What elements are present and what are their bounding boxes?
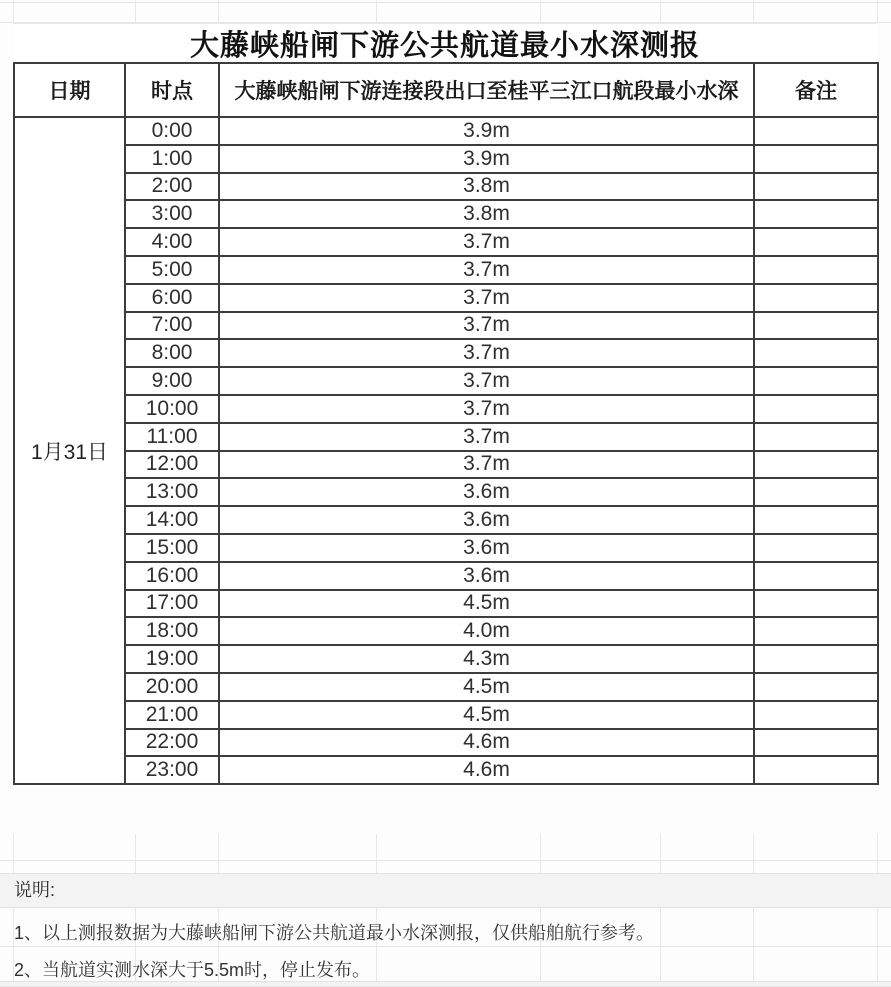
depth-cell: 3.6m: [219, 478, 754, 506]
depth-cell: 4.5m: [219, 590, 754, 618]
note-label-band: [0, 873, 891, 908]
time-cell: 6:00: [125, 284, 219, 312]
table-row: [14, 173, 878, 201]
header-time: 时点: [125, 63, 219, 117]
time-cell: 16:00: [125, 562, 219, 590]
table-row: [14, 339, 878, 367]
grid-vline: [376, 0, 377, 23]
time-cell: 20:00: [125, 673, 219, 701]
depth-cell: 3.8m: [219, 200, 754, 228]
remark-cell: [754, 145, 878, 173]
remark-cell: [754, 284, 878, 312]
time-cell: 13:00: [125, 478, 219, 506]
header-remark: 备注: [754, 63, 878, 117]
depth-cell: 4.0m: [219, 617, 754, 645]
depth-cell: 3.6m: [219, 562, 754, 590]
depth-cell: 4.5m: [219, 701, 754, 729]
time-cell: 7:00: [125, 312, 219, 340]
remark-cell: [754, 423, 878, 451]
depth-cell: 3.7m: [219, 256, 754, 284]
table-row: [14, 701, 878, 729]
table-row: [14, 534, 878, 562]
table-row: [14, 312, 878, 340]
remark-cell: [754, 173, 878, 201]
time-cell: 11:00: [125, 423, 219, 451]
note-line-2: 2、当航道实测水深大于5.5m时，停止发布。: [14, 960, 371, 980]
grid-vline: [660, 0, 661, 23]
table-row: [14, 284, 878, 312]
page-title: 大藤峡船闸下游公共航道最小水深测报: [189, 30, 700, 62]
table-row: [14, 673, 878, 701]
table-row: [14, 256, 878, 284]
remark-cell: [754, 729, 878, 757]
depth-cell: 3.7m: [219, 395, 754, 423]
table-row: [14, 617, 878, 645]
time-cell: 5:00: [125, 256, 219, 284]
time-cell: 8:00: [125, 339, 219, 367]
depth-cell: 3.7m: [219, 284, 754, 312]
remark-cell: [754, 117, 878, 145]
grid-vline: [13, 0, 14, 23]
depth-cell: 4.6m: [219, 729, 754, 757]
time-cell: 15:00: [125, 534, 219, 562]
table-row: [14, 478, 878, 506]
header-date: 日期: [14, 63, 125, 117]
grid-vline: [540, 0, 541, 23]
time-cell: 17:00: [125, 590, 219, 618]
time-cell: 9:00: [125, 367, 219, 395]
remark-cell: [754, 256, 878, 284]
depth-cell: 3.6m: [219, 534, 754, 562]
depth-cell: 3.7m: [219, 451, 754, 479]
depth-cell: 3.6m: [219, 506, 754, 534]
table-row: [14, 756, 878, 784]
remark-cell: [754, 756, 878, 784]
depth-cell: 3.7m: [219, 367, 754, 395]
depth-cell: 3.8m: [219, 173, 754, 201]
header-row: [14, 63, 878, 117]
grid-vline: [218, 0, 219, 23]
table-row: [14, 645, 878, 673]
time-cell: 22:00: [125, 729, 219, 757]
table-row: [14, 145, 878, 173]
depth-cell: 3.7m: [219, 312, 754, 340]
time-cell: 14:00: [125, 506, 219, 534]
table-row: [14, 423, 878, 451]
remark-cell: [754, 367, 878, 395]
depth-cell: 3.7m: [219, 228, 754, 256]
depth-cell: 3.9m: [219, 117, 754, 145]
remark-cell: [754, 200, 878, 228]
time-cell: 2:00: [125, 173, 219, 201]
depth-cell: 4.5m: [219, 673, 754, 701]
remark-cell: [754, 534, 878, 562]
time-cell: 3:00: [125, 200, 219, 228]
depth-cell: 3.7m: [219, 423, 754, 451]
table-row: [14, 395, 878, 423]
time-cell: 19:00: [125, 645, 219, 673]
time-cell: 0:00: [125, 117, 219, 145]
time-cell: 4:00: [125, 228, 219, 256]
remark-cell: [754, 451, 878, 479]
table-row: [14, 228, 878, 256]
remark-cell: [754, 673, 878, 701]
time-cell: 10:00: [125, 395, 219, 423]
remark-cell: [754, 701, 878, 729]
time-cell: 23:00: [125, 756, 219, 784]
remark-cell: [754, 562, 878, 590]
remark-cell: [754, 395, 878, 423]
depth-cell: 4.3m: [219, 645, 754, 673]
remark-cell: [754, 478, 878, 506]
remark-cell: [754, 228, 878, 256]
depth-cell: 4.6m: [219, 756, 754, 784]
date-cell: 1月31日: [14, 117, 125, 784]
header-depth: 大藤峡船闸下游连接段出口至桂平三江口航段最小水深: [219, 63, 754, 117]
table-row: [14, 117, 878, 145]
notes-label: 说明:: [14, 880, 56, 900]
table-row: [14, 200, 878, 228]
remark-cell: [754, 312, 878, 340]
note-line-1: 1、以上测报数据为大藤峡船闸下游公共航道最小水深测报，仅供船舶航行参考。: [14, 923, 655, 943]
time-cell: 12:00: [125, 451, 219, 479]
grid-vline: [135, 0, 136, 23]
grid-vline: [877, 0, 878, 23]
grid-hline: [0, 946, 891, 947]
grid-hline: [0, 860, 891, 861]
title-row: [13, 23, 877, 63]
table-row: [14, 729, 878, 757]
table-row: [14, 367, 878, 395]
time-cell: 1:00: [125, 145, 219, 173]
remark-cell: [754, 339, 878, 367]
remark-cell: [754, 506, 878, 534]
remark-cell: [754, 590, 878, 618]
depth-cell: 3.7m: [219, 339, 754, 367]
table-row: [14, 451, 878, 479]
table-row: [14, 506, 878, 534]
depth-cell: 3.9m: [219, 145, 754, 173]
time-cell: 18:00: [125, 617, 219, 645]
table-row: [14, 562, 878, 590]
remark-cell: [754, 645, 878, 673]
table-row: [14, 590, 878, 618]
grid-hline: [0, 2, 891, 3]
time-cell: 21:00: [125, 701, 219, 729]
grid-vline: [877, 834, 878, 987]
grid-vline: [753, 0, 754, 23]
depth-table: [13, 62, 879, 785]
remark-cell: [754, 617, 878, 645]
